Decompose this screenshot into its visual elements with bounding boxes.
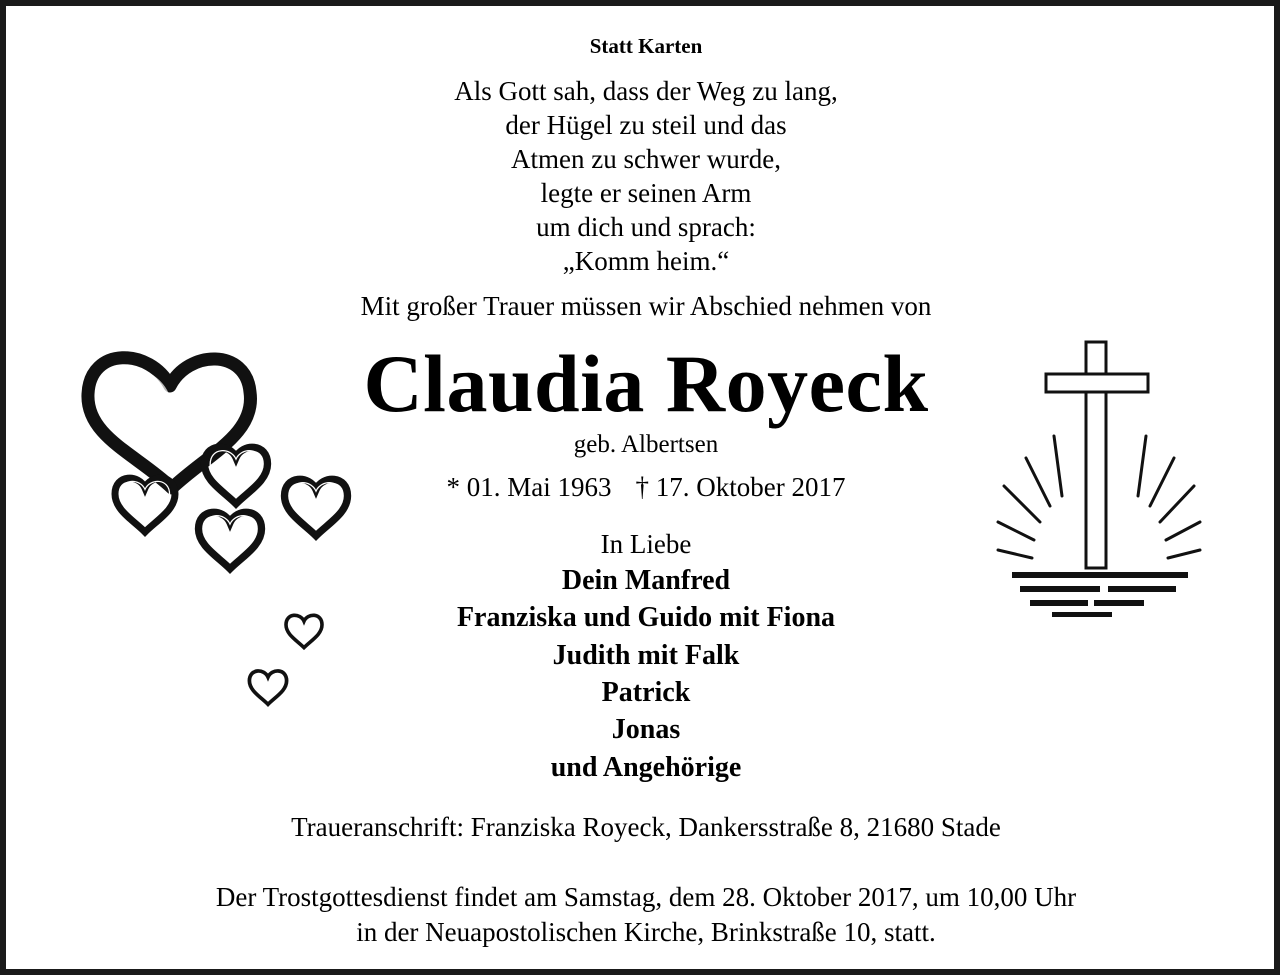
family-member: Patrick: [601, 677, 691, 708]
hearts-icon: [50, 336, 370, 716]
poem-line-5: um dich und sprach:: [536, 212, 756, 242]
poem-line-6: „Komm heim.“: [562, 246, 730, 276]
service-line-2: in der Neuapostolischen Kirche, Brinkstraße 10, statt.: [356, 917, 936, 947]
small-heart-icon: [286, 615, 322, 647]
poem-line-3: Atmen zu schwer wurde,: [511, 144, 781, 174]
cross-icon: [1046, 342, 1148, 568]
poem-line-4: legte er seinen Arm: [540, 178, 752, 208]
deceased-name: Claudia Royeck: [363, 338, 929, 429]
mourning-address: Traueranschrift: Franziska Royeck, Dankersstraße 8, 21680 Stade: [291, 812, 1001, 842]
family-member: Jonas: [611, 714, 681, 745]
in-love-text: In Liebe: [600, 529, 692, 559]
service-line-1: Der Trostgottesdienst findet am Samstag, dem 28. Oktober 2017, um 10,00 Uhr: [215, 882, 1077, 912]
header-statt-karten: Statt Karten: [589, 34, 703, 58]
maiden-name: geb. Albertsen: [573, 431, 719, 458]
water-lines: [1012, 572, 1188, 617]
poem-line-2: der Hügel zu steil und das: [505, 110, 787, 140]
birth-date: * 01. Mai 1963: [446, 472, 612, 502]
family-member: Judith mit Falk: [552, 640, 740, 671]
lead-text: Mit großer Trauer müssen wir Abschied nehmen von: [360, 291, 932, 321]
small-heart-icon: [249, 671, 286, 704]
family-member: und Angehörige: [550, 752, 742, 783]
poem-line-1: Als Gott sah, dass der Weg zu lang,: [454, 76, 838, 106]
death-date: † 17. Oktober 2017: [635, 472, 846, 502]
heart-icon: [199, 512, 262, 569]
family-member: Dein Manfred: [561, 565, 731, 596]
family-member: Franziska und Guido mit Fiona: [456, 602, 836, 633]
big-heart-icon: [88, 358, 251, 488]
cross-with-sunrise-icon: [990, 336, 1210, 626]
heart-icon: [285, 479, 348, 536]
